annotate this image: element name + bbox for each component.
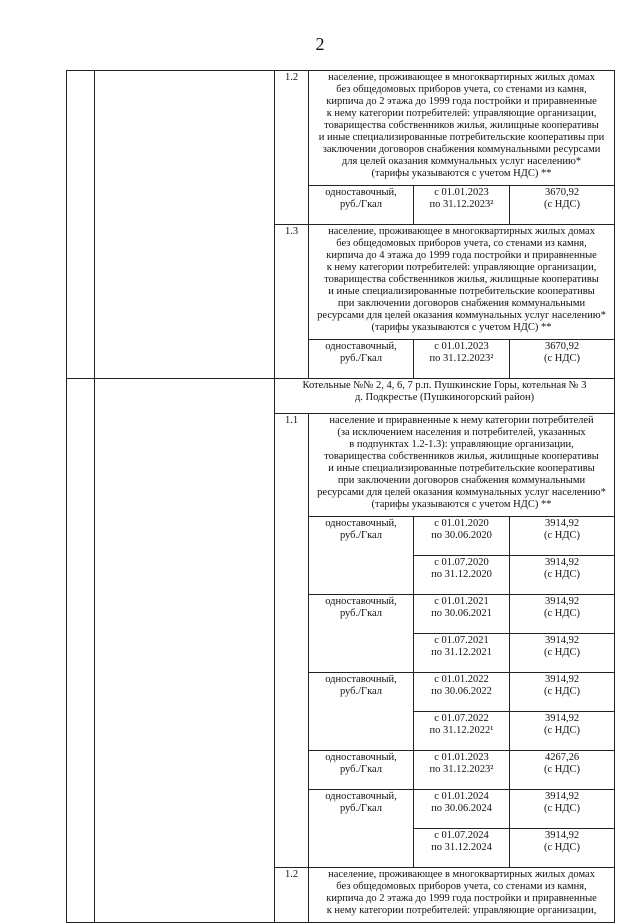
boiler-header-line: Котельные №№ 2, 4, 6, 7 р.п. Пушкинские Горы, котельная № 3: [302, 380, 587, 391]
description-line: без общедомовых приборов учета, со стенами из камня,: [336, 238, 587, 249]
period-line: по 30.06.2024: [431, 803, 492, 814]
description-line: товарищества собственников жилья, жилищные кооперативы: [324, 274, 599, 285]
description-line: (за исключением населения и потребителей, указанных: [337, 427, 586, 438]
boiler-header-row: [67, 379, 615, 414]
period-line: по 30.06.2020: [431, 530, 492, 541]
price-line: (с НДС): [544, 686, 581, 697]
description-line: ресурсами для целей оказания коммунальных услуг населению*: [317, 310, 606, 321]
tariff-price: [510, 829, 615, 868]
period-line: по 31.12.2022¹: [429, 725, 494, 736]
item-number: 1.1: [275, 414, 309, 868]
period-line: с 01.01.2022: [434, 674, 489, 685]
description-line: кирпича до 4 этажа до 1999 года постройки и приравненные: [326, 250, 597, 261]
description-line: без общедомовых приборов учета, со стенами из камня,: [336, 881, 587, 892]
tariff-period: [414, 829, 510, 868]
price-line: (с НДС): [544, 725, 581, 736]
price-line: (с НДС): [544, 569, 581, 580]
tariff-price: [510, 340, 615, 379]
tariff-unit-line: одноставочный,: [325, 791, 397, 802]
period-line: с 01.01.2023: [434, 341, 489, 352]
tariff-unit-line: одноставочный,: [325, 752, 397, 763]
tariff-period: [414, 517, 510, 556]
tariff-unit: [309, 673, 414, 751]
description-line: к нему категории потребителей: управляющие организации,: [326, 905, 597, 916]
tariff-price: [510, 790, 615, 829]
tariff-price: [510, 673, 615, 712]
period-line: с 01.07.2024: [434, 830, 489, 841]
price-line: 3914,92: [544, 596, 580, 607]
price-line: 3670,92: [544, 187, 580, 198]
price-line: (с НДС): [544, 764, 581, 775]
tariff-unit-line: одноставочный,: [325, 518, 397, 529]
price-line: 3914,92: [544, 674, 580, 685]
tariff-unit-line: руб./Гкал: [339, 199, 383, 210]
description-line: ресурсами для целей оказания коммунальных услуг населению*: [317, 487, 606, 498]
price-line: (с НДС): [544, 530, 581, 541]
description-line: население, проживающее в многоквартирных жилых домах: [328, 226, 595, 237]
description-line: при заключении договоров снабжения коммунальными: [337, 298, 586, 309]
description-line: и иные специализированные потребительские кооперативы: [328, 463, 595, 474]
description-line: (тарифы указываются с учетом НДС) **: [371, 499, 552, 510]
period-line: с 01.01.2023: [434, 187, 489, 198]
tariff-unit-line: одноставочный,: [325, 674, 397, 685]
tariff-unit: [309, 340, 414, 379]
period-line: с 01.07.2021: [434, 635, 489, 646]
period-line: по 31.12.2023²: [429, 199, 494, 210]
price-line: 3914,92: [544, 635, 580, 646]
consumer-description: [309, 71, 615, 186]
description-line: и иные специализированные потребительские кооперативы при: [318, 132, 605, 143]
description-line: товарищества собственников жилья, жилищные кооперативы: [324, 120, 599, 131]
boiler-header-line: д. Подкрестье (Пушкиногорский район): [354, 392, 535, 403]
price-line: 3670,92: [544, 341, 580, 352]
period-line: с 01.07.2022: [434, 713, 489, 724]
period-line: по 30.06.2021: [431, 608, 492, 619]
empty-col-a: [67, 71, 95, 379]
item-number: 1.2: [275, 868, 309, 923]
empty-col-b: [95, 379, 275, 923]
description-line: без общедомовых приборов учета, со стенами из камня,: [336, 84, 587, 95]
item-number: 1.2: [275, 71, 309, 225]
tariff-period: [414, 790, 510, 829]
tariff-price: [510, 186, 615, 225]
price-line: 4267,26: [544, 752, 580, 763]
tariff-unit-line: одноставочный,: [325, 341, 397, 352]
tariff-unit: [309, 595, 414, 673]
description-line: (тарифы указываются с учетом НДС) **: [371, 322, 552, 333]
description-line: товарищества собственников жилья, жилищные кооперативы: [324, 451, 599, 462]
page-number: 2: [315, 34, 325, 54]
description-line: кирпича до 2 этажа до 1999 года постройки и приравненные: [326, 893, 597, 904]
price-line: (с НДС): [544, 842, 581, 853]
period-line: по 31.12.2023²: [429, 764, 494, 775]
table-row: [67, 71, 615, 186]
tariff-unit: [309, 186, 414, 225]
tariff-period: [414, 673, 510, 712]
tariff-price: [510, 751, 615, 790]
tariff-period: [414, 340, 510, 379]
tariff-unit-line: руб./Гкал: [339, 530, 383, 541]
price-line: (с НДС): [544, 647, 581, 658]
tariff-unit-line: руб./Гкал: [339, 764, 383, 775]
consumer-description: [309, 414, 615, 517]
period-line: с 01.01.2023: [434, 752, 489, 763]
tariff-unit: [309, 517, 414, 595]
price-line: (с НДС): [544, 803, 581, 814]
period-line: по 31.12.2020: [431, 569, 492, 580]
tariff-price: [510, 517, 615, 556]
tariff-unit-line: руб./Гкал: [339, 353, 383, 364]
tariff-unit-line: одноставочный,: [325, 187, 397, 198]
price-line: 3914,92: [544, 518, 580, 529]
tariff-sheet: [66, 70, 614, 916]
tariff-unit-line: руб./Гкал: [339, 608, 383, 619]
tariff-period: [414, 751, 510, 790]
description-line: и иные специализированные потребительские кооперативы: [328, 286, 595, 297]
tariff-period: [414, 595, 510, 634]
period-line: по 31.12.2021: [431, 647, 492, 658]
description-line: к нему категории потребителей: управляющие организации,: [326, 262, 597, 273]
description-line: кирпича до 2 этажа до 1999 года постройки и приравненные: [326, 96, 597, 107]
description-line: к нему категории потребителей: управляющие организации,: [326, 108, 597, 119]
tariff-table-body: [67, 71, 615, 923]
tariff-unit-line: одноставочный,: [325, 596, 397, 607]
tariff-period: [414, 556, 510, 595]
price-line: 3914,92: [544, 830, 580, 841]
consumer-description: [309, 868, 615, 923]
item-number: 1.3: [275, 225, 309, 379]
boiler-header: [275, 379, 615, 414]
tariff-period: [414, 712, 510, 751]
description-line: население и приравненные к нему категории потребителей: [329, 415, 594, 426]
tariff-price: [510, 634, 615, 673]
tariff-table: [66, 70, 615, 923]
period-line: по 31.12.2024: [431, 842, 492, 853]
description-line: в подпунктах 1.2-1.3): управляющие организации,: [349, 439, 574, 450]
description-line: (тарифы указываются с учетом НДС) **: [371, 168, 552, 179]
period-line: с 01.07.2020: [434, 557, 489, 568]
empty-col-b: [95, 71, 275, 379]
description-line: население, проживающее в многоквартирных жилых домах: [328, 72, 595, 83]
consumer-description: [309, 225, 615, 340]
price-line: 3914,92: [544, 791, 580, 802]
period-line: с 01.01.2020: [434, 518, 489, 529]
price-line: (с НДС): [544, 353, 581, 364]
period-line: с 01.01.2021: [434, 596, 489, 607]
price-line: 3914,92: [544, 557, 580, 568]
tariff-unit-line: руб./Гкал: [339, 686, 383, 697]
description-line: для целей оказания коммунальных услуг населению*: [341, 156, 582, 167]
tariff-unit-line: руб./Гкал: [339, 803, 383, 814]
tariff-period: [414, 634, 510, 673]
empty-col-a: [67, 379, 95, 923]
tariff-price: [510, 712, 615, 751]
description-line: население, проживающее в многоквартирных жилых домах: [328, 869, 595, 880]
tariff-price: [510, 556, 615, 595]
tariff-unit: [309, 790, 414, 868]
price-line: 3914,92: [544, 713, 580, 724]
description-line: при заключении договоров снабжения коммунальными: [337, 475, 586, 486]
description-line: заключении договоров снабжения коммунальными ресурсами: [322, 144, 601, 155]
tariff-period: [414, 186, 510, 225]
tariff-price: [510, 595, 615, 634]
period-line: с 01.01.2024: [434, 791, 489, 802]
period-line: по 31.12.2023²: [429, 353, 494, 364]
tariff-unit: [309, 751, 414, 790]
price-line: (с НДС): [544, 199, 581, 210]
period-line: по 30.06.2022: [431, 686, 492, 697]
price-line: (с НДС): [544, 608, 581, 619]
